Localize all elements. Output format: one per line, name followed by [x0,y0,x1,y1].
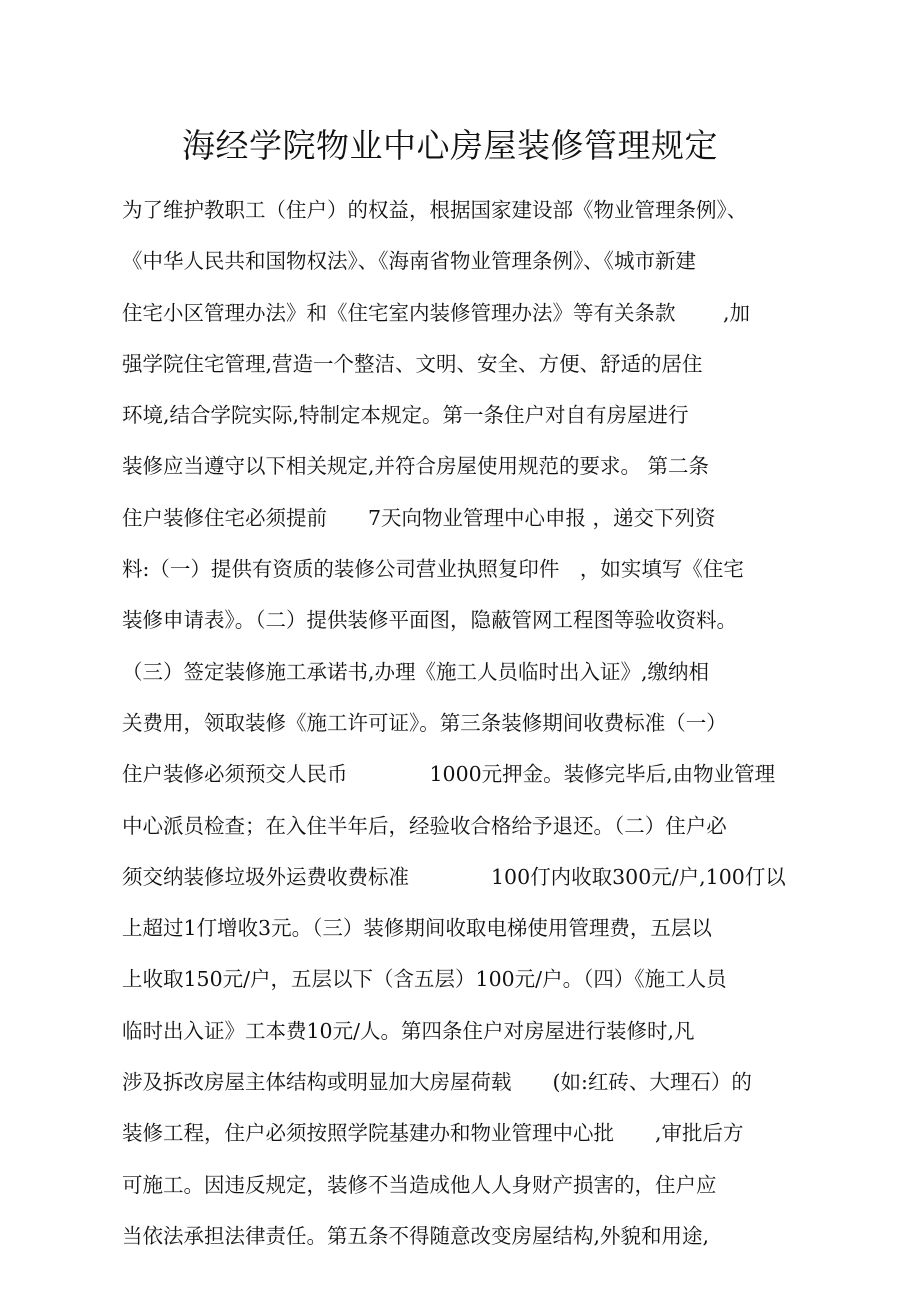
paragraph-line: 关费用，领取装修《施工许可证》。第三条装修期间收费标准（一） [122,710,727,735]
paragraph-line: 上收取150元/户，五层以下（含五层）100元/户。（四）《施工人员 [122,967,727,992]
paragraph-line: 《中华人民共和国物权法》、《海南省物业管理条例》、《城市新建 [122,249,696,274]
document-title: 海经学院物业中心房屋装修管理规定 [182,126,718,165]
paragraph-line: （三）签定装修施工承诺书,办理《施工人员临时出入证》,缴纳相 [122,659,710,684]
paragraph-line: 中心派员检查；在入住半年后，经验收合格给予退还。（二）住户必 [122,813,727,838]
paragraph-line: 强学院住宅管理,营造一个整洁、文明、安全、方便、舒适的居住 [122,351,703,376]
paragraph-line: 装修应当遵守以下相关规定,并符合房屋使用规范的要求。 第二条 [122,454,710,479]
paragraph-line: 环境,结合学院实际,特制定本规定。第一条住户对自有房屋进行 [122,403,689,428]
paragraph-line: 住宅小区管理办法》和《住宅室内装修管理办法》等有关条款 ,加 [122,300,751,325]
paragraph-line: 当依法承担法律责任。第五条不得随意改变房屋结构,外貌和用途, [122,1223,710,1248]
paragraph-line: 须交纳装修垃圾外运费收费标准 100仃内收取300元/户,100仃以 [122,864,786,889]
paragraph-line: 可施工。因违反规定，装修不当造成他人人身财产损害的，住户应 [122,1172,717,1197]
document-body [122,190,812,1267]
paragraph-line: 临时出入证》工本费10元/人。第四条住户对房屋进行装修时,凡 [122,1018,695,1043]
paragraph-line: 装修工程，住户必须按照学院基建办和物业管理中心批 ,审批后方 [122,1121,744,1146]
paragraph-line: 料:（一）提供有资质的装修公司营业执照复印件 ，如实填写《住宅 [122,557,744,582]
paragraph-line: 涉及拆改房屋主体结构或明显加大房屋荷载 (如:红砖、大理石）的 [122,1070,752,1095]
paragraph-line: 装修申请表》。（二）提供装修平面图，隐蔽管网工程图等验收资料。 [122,608,737,633]
paragraph-line: 为了维护教职工（住户）的权益，根据国家建设部《物业管理条例》、 [122,198,748,222]
paragraph-line: 住户装修住宅必须提前 7天向物业管理中心申报 ，递交下列资 [122,505,716,530]
paragraph-line: 上超过1仃增收3元。（三）装修期间收取电梯使用管理费，五层以 [122,916,712,941]
paragraph-line: 住户装修必须预交人民币 1000元押金。装修完毕后,由物业管理 [122,762,776,787]
